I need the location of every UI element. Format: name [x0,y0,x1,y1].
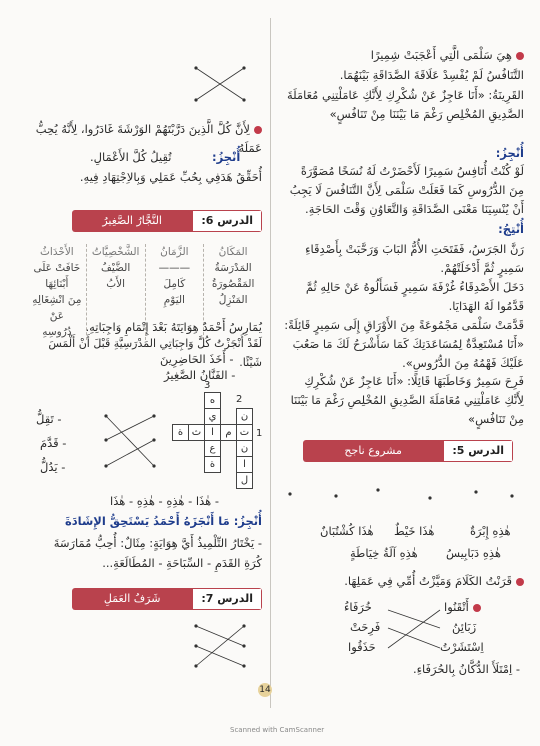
lesson7-banner [72,588,262,610]
page-number: 14 [259,685,271,695]
match-right-3: حَذَقُوا [348,640,376,654]
left-col-p6: - أَخَذَ الحَاضِرِينَ [160,352,234,366]
right-col-p4: لَوْ كُنْتُ أُنَافِسُ سَمِيرًا لَأَحْضَرْتُ لَهُ نُسَخًا مُصَوَّرَةً مِنَ الدُّرُوسِ كَمَا فَعَلَتْ سَلْمَى لِأَنَّ التَّنَافُسَ لَا يَجِبُ أَنْ يُنْسِيَنَا مَعْنَى الصَّدَاقَةِ وَالتَّعَاوُنِ وَقْتَ الحَاجَةِ. [289,164,524,216]
table-col-events: الأَحْدَاثُ خَافَتْ عَلَى أَبْنَائِهَا مِنَ انْشِغَالِهِ عَنْ دُرُوسِهِ [32,246,82,338]
match-left-3: اِسْتَشَرْتُ [440,640,484,654]
table-col-place: المَكَانُ المَدْرَسَةُ المَقْصُورَةُ المَنْزِلُ [203,244,262,340]
right-col-p5: رَنَّ الجَرَسُ، فَفَتَحَتِ الأُمُّ البَابَ وَرَحَّبَتْ بِأَصْدِقَاءِ سَمِيرٍ ثُمَّ أَدْخَلَتْهُمْ. [305,242,524,275]
left-q2: أُنْجِزُ: مَا أَنْجَزَهُ أَحْمَدُ يَسْتَحِقُّ الإِشَادَةَ [64,514,262,528]
left-col-p8: - هٰذَا - هٰذِهِ - هٰذِهِ - هٰذَا [110,494,220,508]
lesson5-title: مشروع ناجح [303,440,443,462]
lesson6-number: الدرس 6: [192,210,262,232]
right-col-p8: فَرِحَ سَمِيرٌ وَخَاطَبَهَا قَائِلًا: «أَنَا عَاجِزٌ عَنْ شُكْرِكِ لِأَنَّكِ عَامَلْتِنِي مُعَامَلَةَ الصَّدِيقِ المُخْلِصِ رَغْمَ مَا بَيْنَنَا مِنْ تَنَافُسٍ» [290,374,524,426]
left-col-p2: تُقِيلُ كُلَّ الأَعْمَالِ. [90,150,172,164]
bullet-icon [254,126,262,134]
table-col-characters: الشَّخْصِيَّاتُ الضَّيْفُ الأَبُ [86,244,145,340]
right-q1: أُنْجِزُ: [495,146,524,160]
cross-lines-3 [190,620,250,674]
right-col-p9: - اِمْتَلَأَ الدُّكَّانُ بِالحُرَفَاءِ. [412,662,520,676]
bullet-icon [473,604,481,612]
right-col-p2: التَّنَافُسُ لَمْ يُفْسِدْ عَلَاقَةَ الصَّدَاقَةِ بَيْنَهُمَا. [339,68,524,82]
table-col-time: الزَّمَانُ ——— كَامِلَ اليَوْمِ [145,244,204,340]
right-col-p7: قَدَّمَتْ سَلْمَى مَجْمُوعَةً مِنَ الأَوْرَاقِ إِلَى سَمِيرٍ قَائِلَةً: «أَنَا مُسْتَعِدَّةٌ لِمُسَاعَدَتِكَ كَمَا سَأَشْرَحُ لَكَ مَا صَعُبَ عَلَيْكَ فَهْمُهُ مِنَ الدُّرُوسِ». [284,318,524,370]
left-col-p1: لِأَنَّ كُلَّ الَّذِينَ دَرَّبْتَهُمْ الوَرْشَةَ غَادَرُوا، لِأَنَّهُ يُحِبُّ عَمَلَهُ [35,122,262,155]
tool-word-2: هٰذَا خَيْطٌ [394,524,435,538]
lesson5-number: الدرس 5: [443,440,513,462]
left-q1: أُنْجِزُ: [212,150,241,164]
cross-lines-2 [100,410,160,474]
dots-row-right [280,484,520,508]
lesson5-banner [303,440,513,462]
right-q2: أُنْتِجُ: [498,222,524,236]
bullet-icon [516,578,524,586]
lesson7-number: الدرس 7: [192,588,262,610]
left-col-p5: لَقَدْ أَنْجَزْتُ كُلَّ وَاجِبَاتِي المَدْرَسِيَّةِ قَبْلَ أَنْ أَلْمَسَ شَيْئًا. [48,337,262,369]
left-col-p4: يُمَارِسُ أَحْمَدُ هِوَايَتَهُ بَعْدَ إِتْمَامِ وَاجِبَاتِهِ. [85,320,262,334]
option-3: - يَدُلُّ [40,460,66,474]
bullet-icon [516,52,524,60]
right-col-p1: هِيَ سَلْمَى الَّتِي أَعْجَبَتْ شِمِيرًا [284,46,524,65]
match-left-2: زَبَائِنُ [452,620,477,634]
option-1: - تَقِلُّ [36,412,62,426]
lesson7-title: شَرَفُ العَمَلِ [72,588,192,610]
column-divider [270,18,271,708]
tool-word-5: هٰذِهِ آلَةُ خِيَاطَةٍ [350,546,418,560]
lesson6-banner [72,210,262,232]
lesson6-title: النَّجَّارُ الصَّغِيرُ [72,210,192,232]
cross-lines-1 [190,62,250,106]
match-right-2: فَرِحَتْ [350,620,381,634]
left-col-p3: أُحَقِّقُ هَدَفِي بِحُبِّ عَمَلِي وَبِالاِجْتِهَادِ فِيهِ. [79,170,262,184]
tool-word-1: هٰذِهِ إِبْرَةٌ [470,524,511,538]
match-lines [384,600,444,660]
tool-word-4: هٰذِهِ دَبَابِيسُ [446,546,501,560]
right-col-p3: القَرِينَةُ: «أَنَا عَاجِزٌ عَنْ شُكْرِكِ لِأَنَّكِ عَامَلْتِنِي مُعَامَلَةَ الصَّدِيقِ المُخْلِصِ رَغْمَ مَا بَيْنَنَا مِنْ تَنَافُسٍ» [287,88,524,121]
tool-word-3: هٰذَا كُشْتُبَانٌ [320,524,374,538]
left-col-p7: - الفَنَّانُ الصَّغِيرُ [164,368,236,382]
option-2: - قَدَّمَ [40,436,67,450]
left-col-p9: - يَخْتَارُ التِّلْمِيذُ أَيَّ هِوَايَةٍ: مِثَالٌ: أُحِبُّ مُمَارَسَةَ [53,536,262,550]
right-col-p6: دَخَلَ الأَصْدِقَاءُ غُرْفَةَ سَمِيرٍ فَسَأَلُوهُ عَنْ حَالِهِ ثُمَّ قَدَّمُوا لَهُ الهَدَايَا. [305,280,524,313]
right-q3: قَرَنْتُ الكَلَامَ وَمَيَّزْتُ أُمِّي فِي عَمَلِهَا. [284,572,524,591]
document-page: هِيَ سَلْمَى الَّتِي أَعْجَبَتْ شِمِيرًا التَّنَافُسُ لَمْ يُفْسِدْ عَلَاقَةَ الصَّدَاقَةِ بَيْنَهُمَا. القَرِينَةُ: «أَنَا عَاجِزٌ عَنْ شُكْرِكِ لِأَنَّكِ عَامَلْتِنِي مُعَامَلَةَ الصَّدِيقِ المُخْلِصِ رَغْمَ مَا بَيْنَنَا مِنْ تَنَافُسٍ» أُنْجِزُ: لَوْ كُنْتُ أُنَافِسُ سَمِيرًا لَأَحْضَرْتُ لَهُ نُسَخًا مُصَوَّرَةً مِنَ الدُّرُوسِ كَمَا فَعَلَتْ سَلْمَى لِأَنَّ التَّنَافُسَ لَا يَجِبُ أَنْ يُنْسِيَنَا مَعْنَى الصَّدَاقَةِ وَالتَّعَاوُنِ وَقْتَ الحَاجَةِ. أُنْتِجُ: رَنَّ الجَرَسُ، فَفَتَحَتِ الأُمُّ البَابَ وَرَحَّبَتْ بِأَصْدِقَاءِ سَمِيرٍ ثُمَّ أَدْخَلَتْهُمْ. دَخَلَ الأَصْدِقَاءُ غُرْفَةَ سَمِيرٍ فَسَأَلُوهُ عَنْ حَالِهِ ثُمَّ قَدَّمُوا لَهُ الهَدَايَا. قَدَّمَتْ سَلْمَى مَجْمُوعَةً مِنَ الأَوْرَاقِ إِلَى سَمِيرٍ قَائِلَةً: «أَنَا مُسْتَعِدَّةٌ لِمُسَاعَدَتِكَ كَمَا سَأَشْرَحُ لَكَ مَا صَعُبَ عَلَيْكَ فَهْمُهُ مِنَ الدُّرُوسِ». فَرِحَ سَمِيرٌ وَخَاطَبَهَا قَائِلًا: «أَنَا عَاجِزٌ عَنْ شُكْرِكِ لِأَنَّكِ عَامَلْتِنِي مُعَامَلَةَ الصَّدِيقِ المُخْلِصِ رَغْمَ مَا بَيْنَنَا مِنْ تَنَافُسٍ» الدرس 5: مشروع ناجح هٰذِهِ إِبْرَةٌ هٰذَا خَيْطٌ هٰذَا كُشْتُبَانٌ هٰذِهِ دَبَابِيسُ هٰذِهِ آلَةُ خِيَاطَةٍ قَرَنْتُ الكَلَامَ وَمَيَّزْتُ أُمِّي فِي عَمَلِهَا. أَتْقَنُوا زَبَائِنُ اِسْتَشَرْتُ خُرَفَاءُ فَرِحَتْ حَذَقُوا - اِمْتَلَأَ الدُّكَّانُ بِالحُرَفَاءِ. لِأَنَّ كُلَّ الَّذِينَ دَرَّبْتَهُمْ الوَرْشَةَ غَادَرُوا، لِأَنَّهُ يُحِبُّ عَمَلَهُ أُنْجِزُ: تُقِيلُ كُلَّ الأَعْمَالِ. أُحَقِّقُ هَدَفِي بِحُبِّ عَمَلِي وَبِالاِجْتِهَادِ فِيهِ. الدرس 6: النَّجَّارُ الصَّغِيرُ المَكَانُ المَدْرَسَةُ المَقْصُورَةُ المَنْزِلُ الزَّمَانُ ——— كَامِلَ اليَوْمِ الشَّخْصِيَّاتُ الضَّيْفُ الأَبُ الأَحْدَاثُ خَافَتْ عَلَى أَبْنَائِهَا مِنَ انْشِغَالِهِ عَنْ دُرُوسِهِ يُمَارِسُ أَحْمَدُ هِوَايَتَهُ بَعْدَ إِتْمَامِ وَاجِبَاتِهِ. لَقَدْ أَنْجَزْتُ كُلَّ وَاجِبَاتِي المَدْرَسِيَّةِ قَبْلَ أَنْ أَلْمَسَ شَيْئًا. - أَخَذَ الحَاضِرِينَ - الفَنَّانُ الصَّغِيرُ 3 2 1 ه ي ن ت م ا ث ة ع ة ن ا ل - تَقِلُّ - قَدَّمَ - يَدُلُّ - هٰذَا - هٰذِهِ - هٰذِهِ - هٰذَا أُنْجِزُ: مَا أَنْجَزَهُ أَحْمَدُ يَسْتَحِقُّ الإِشَادَةَ - يَخْتَارُ التِّلْمِيذُ أَيَّ هِوَايَةٍ: مِثَالٌ: أُحِبُّ مُمَارَسَةَ كُرَةِ القَدَمِ - السِّبَاحَةِ - المُطَالَعَةِ... الدرس 7: شَرَفُ العَمَلِ 14 Scanned with CamScanner [0,0,540,746]
match-right-1: خُرَفَاءُ [344,600,372,614]
match-left-1: أَتْقَنُوا [444,598,481,617]
scanner-footer: Scanned with CamScanner [230,726,325,734]
left-col-p10: كُرَةِ القَدَمِ - السِّبَاحَةِ - المُطَالَعَةِ... [102,556,262,570]
